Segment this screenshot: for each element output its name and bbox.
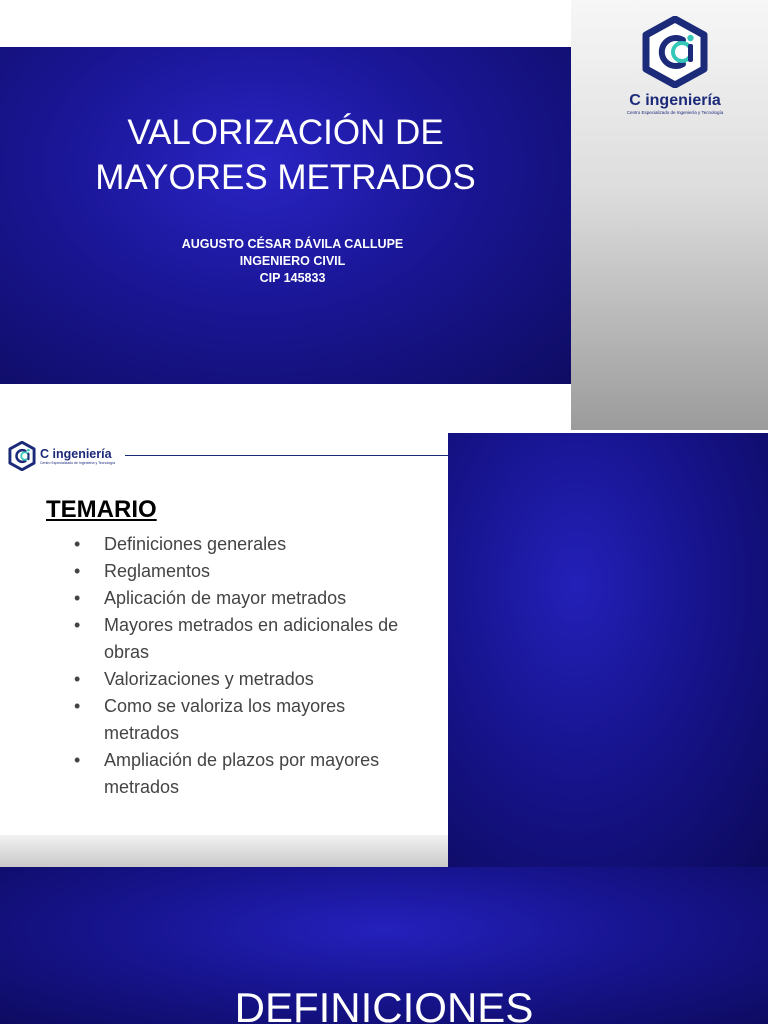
blue-title-panel: [0, 47, 571, 384]
presentation-title: [0, 110, 571, 200]
author-cip: CIP 145833: [259, 271, 326, 285]
list-item: [74, 585, 419, 612]
gray-bottom-strip: [0, 835, 448, 867]
bullet: •: [74, 588, 81, 608]
list-item-text: Aplicación de mayor metrados: [104, 588, 347, 608]
bullet: •: [74, 750, 81, 770]
bullet: •: [74, 696, 81, 716]
agenda-heading: TEMARIO: [46, 496, 157, 523]
bullet: •: [74, 534, 81, 554]
list-item-text: Mayores metrados en adicionales de obras: [104, 615, 399, 662]
logo-name: C ingeniería: [629, 92, 721, 109]
list-item-text: Ampliación de plazos por mayores metrados: [104, 750, 380, 797]
bullet: •: [74, 561, 81, 581]
logo-tagline: Centro Especializado de Ingeniería y Tecnología: [40, 460, 116, 465]
list-item-text: Definiciones generales: [104, 534, 287, 554]
author-name: AUGUSTO CÉSAR DÁVILA CALLUPE: [181, 237, 404, 251]
list-item-text: Valorizaciones y metrados: [104, 669, 314, 689]
company-logo-small: [8, 440, 115, 472]
company-logo: [600, 16, 750, 126]
bullet: •: [74, 615, 81, 635]
title-line-2: MAYORES METRADOS: [95, 158, 476, 197]
list-item: [74, 531, 419, 558]
list-item-text: Reglamentos: [104, 561, 211, 581]
definitions-slide: [0, 867, 768, 1024]
list-item: [74, 558, 419, 585]
title-line-1: VALORIZACIÓN DE: [127, 113, 444, 152]
logo-name: C ingeniería: [40, 446, 112, 461]
list-item: [74, 666, 419, 693]
author-block: [0, 236, 585, 287]
title-slide: [0, 0, 768, 430]
blue-side-panel: [448, 433, 768, 867]
header-divider: [125, 455, 448, 456]
list-item-text: Como se valoriza los mayores metrados: [104, 696, 346, 743]
c-ingenieria-hexagon-icon: [642, 16, 708, 88]
list-item: [74, 612, 419, 666]
c-ingenieria-hexagon-icon: [8, 441, 36, 471]
definitions-title: DEFINICIONES: [234, 984, 534, 1024]
list-item: [74, 693, 419, 747]
logo-tagline: Centro Especializado de Ingeniería y Tecnología: [626, 110, 724, 115]
agenda-list: [74, 531, 419, 801]
author-profession: INGENIERO CIVIL: [239, 254, 346, 268]
agenda-slide: [0, 430, 768, 867]
bullet: •: [74, 669, 81, 689]
list-item: [74, 747, 419, 801]
